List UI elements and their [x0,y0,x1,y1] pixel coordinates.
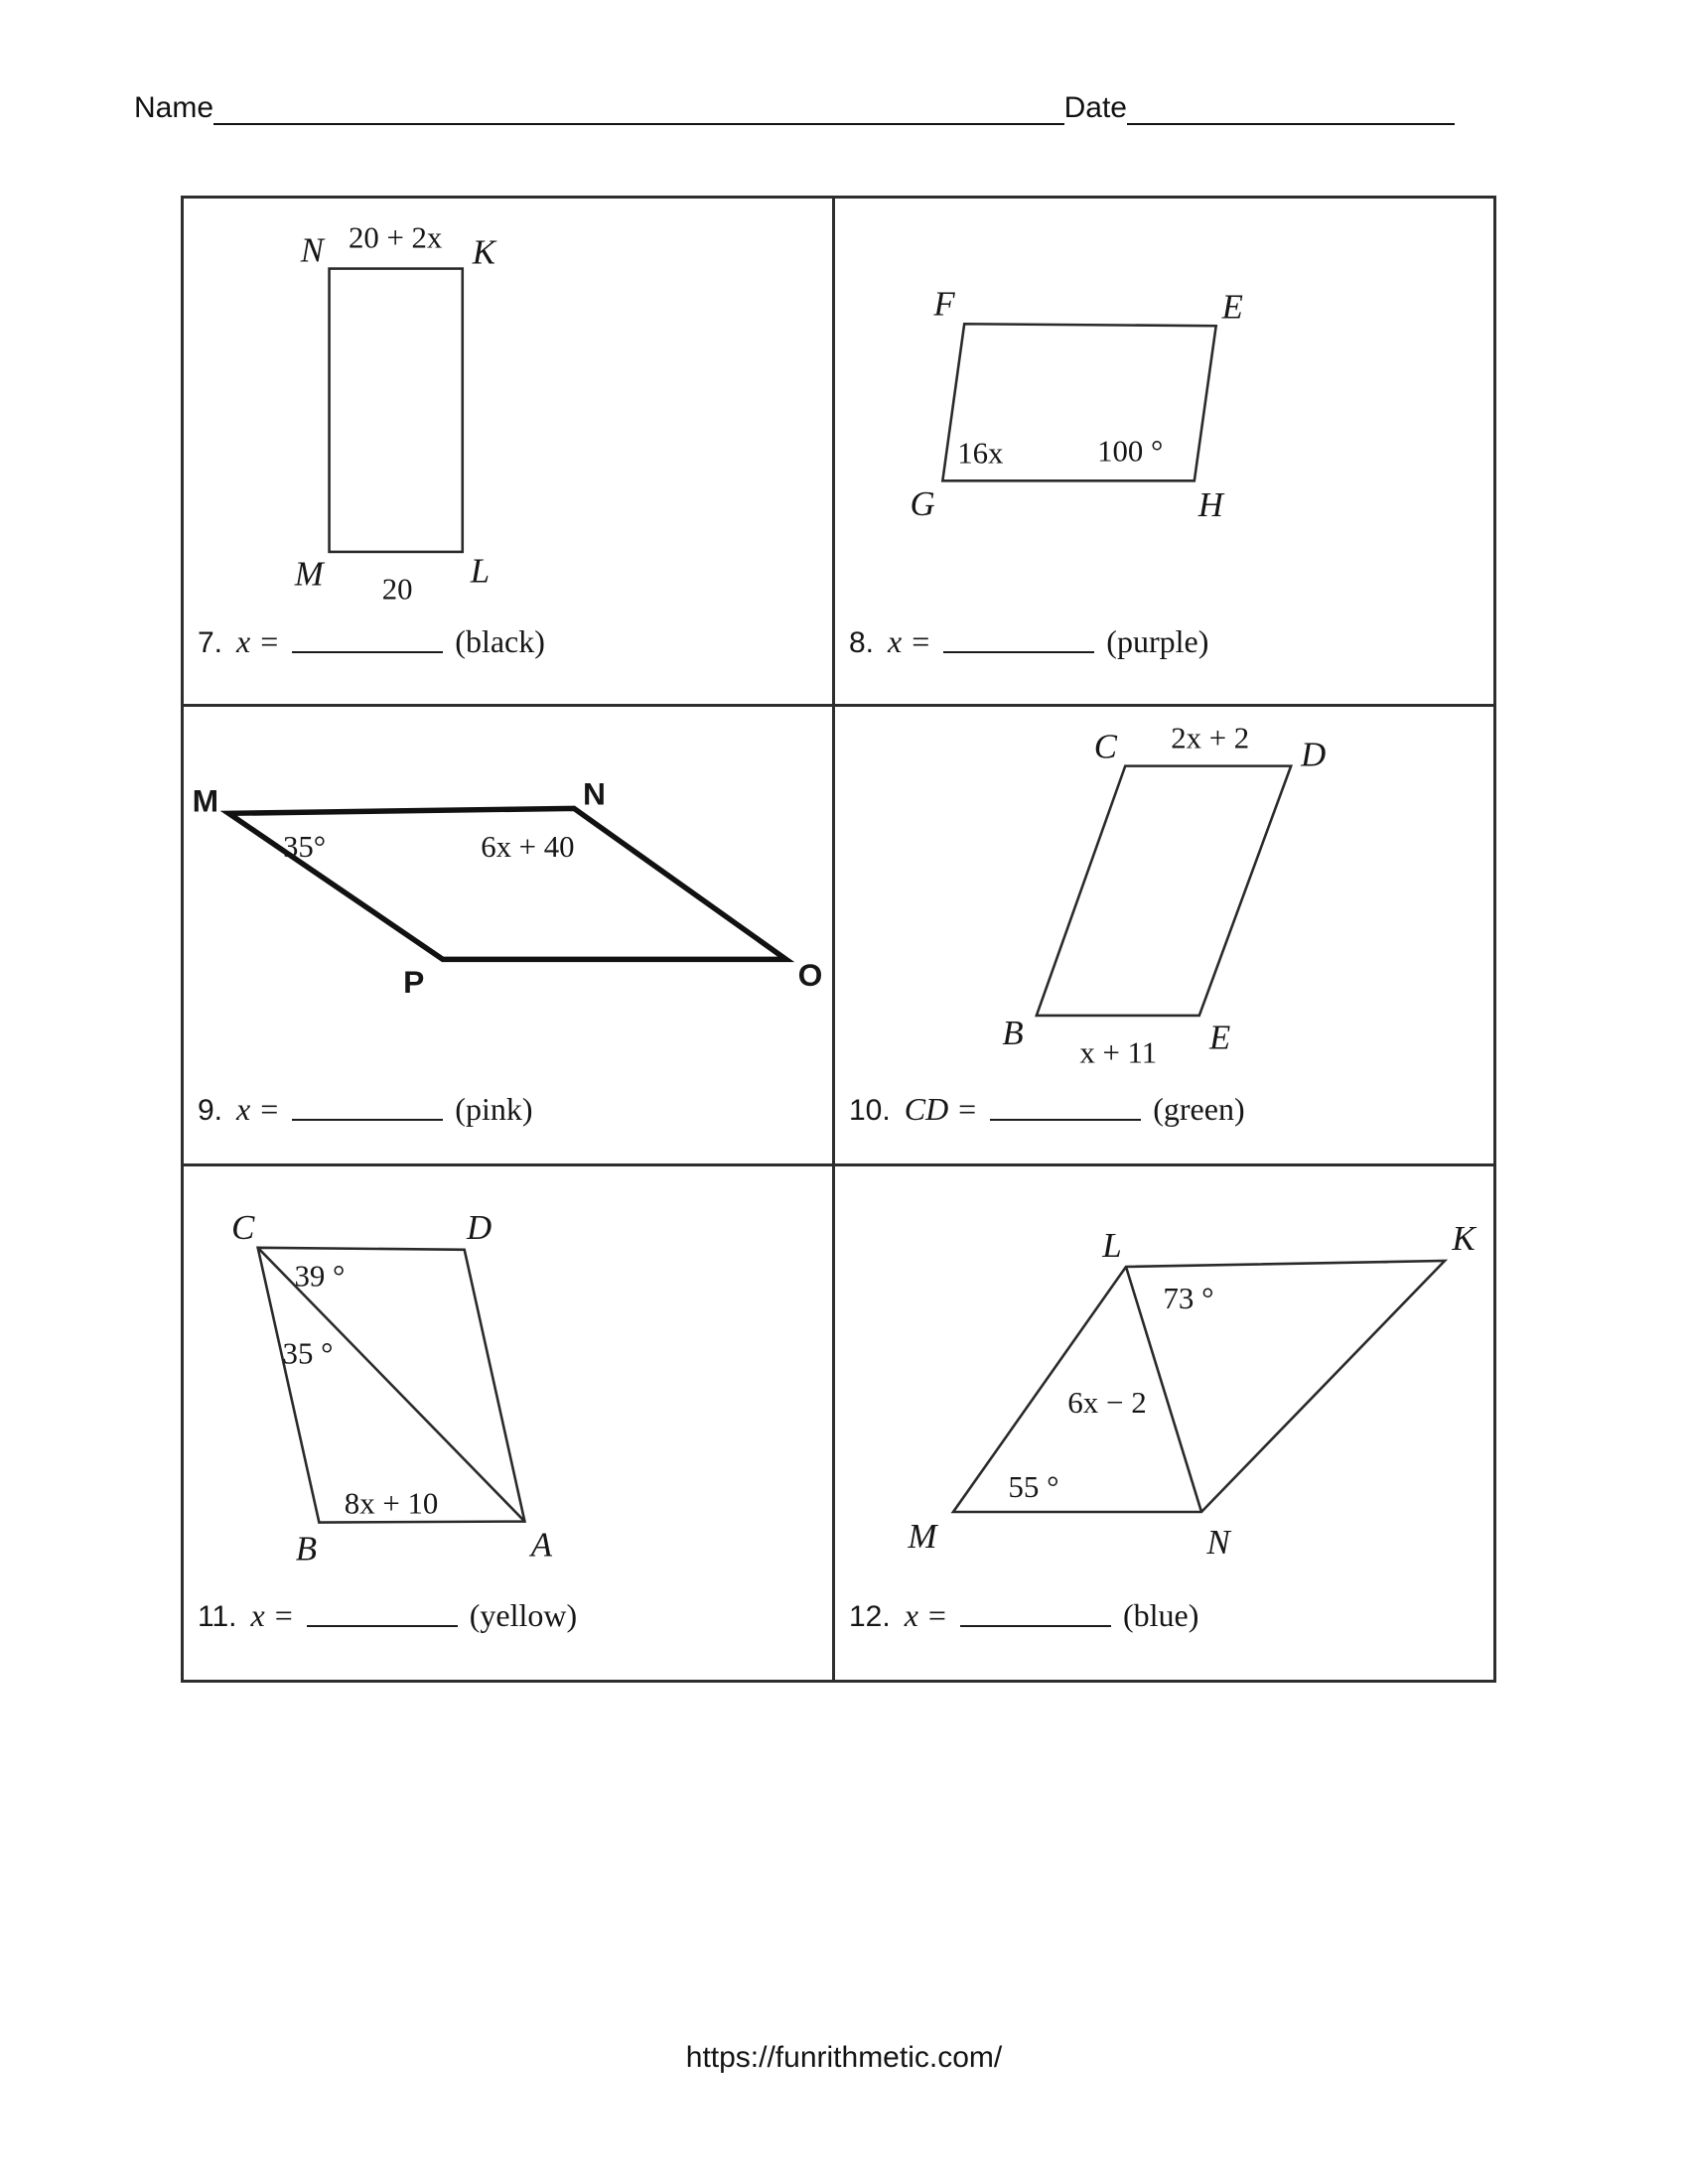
name-blank-line[interactable] [213,117,1064,125]
question-number: 11. [198,1600,237,1633]
angle-label-73: 73 ° [1163,1281,1214,1315]
equals-sign: = [274,1597,293,1633]
equals-sign: = [260,1091,279,1127]
answer-blank-10[interactable] [990,1119,1141,1121]
angle-label-35: 35 ° [282,1336,334,1371]
angle-label-35: 35° [282,830,327,865]
angle-label-16x: 16x [957,436,1004,471]
vertex-label-K: K [472,232,495,272]
equals-sign: = [927,1597,946,1633]
equals-sign: = [958,1091,977,1127]
question-12 [849,1597,1198,1634]
angle-label-55: 55 ° [1008,1469,1059,1504]
vertex-label-M: M [294,554,324,594]
vertex-label-F: F [933,284,955,324]
footer-url: https://funrithmetic.com/ [685,2041,1003,2074]
question-number: 10. [849,1094,891,1127]
worksheet-grid [181,196,1496,1683]
side-label-bottom: 20 [381,572,413,607]
answer-blank-7[interactable] [292,651,443,653]
vertex-label-G: G [910,484,935,524]
color-label: (black) [455,623,545,659]
vertex-label-C: C [231,1207,255,1247]
header [134,91,1455,125]
vertex-label-N: N [300,230,324,270]
vertex-label-L: L [470,551,491,591]
question-10 [849,1091,1245,1128]
vertex-label-N: N [583,775,606,812]
color-label: (yellow) [469,1597,578,1633]
question-11 [198,1597,577,1634]
answer-blank-8[interactable] [943,651,1094,653]
color-label: (purple) [1106,623,1209,659]
vertex-label-C: C [1093,727,1117,766]
question-8 [849,623,1208,660]
question-variable: x [888,623,903,659]
name-label: Name [134,91,214,124]
date-label: Date [1063,91,1127,124]
vertex-label-A: A [530,1525,552,1565]
vertex-label-D: D [1301,735,1327,774]
problem-cell-10 [835,707,1493,1166]
angle-label-6x40: 6x + 40 [481,830,575,865]
problem-cell-9 [184,707,835,1166]
angle-label-8x10: 8x + 10 [344,1486,439,1521]
angle-label-100: 100 ° [1097,434,1164,469]
question-number: 12. [849,1600,891,1633]
vertex-label-H: H [1197,485,1223,525]
problem-cell-8 [835,199,1493,707]
color-label: (blue) [1122,1597,1199,1633]
question-variable: x [236,623,251,659]
vertex-label-B: B [1002,1013,1024,1052]
answer-blank-11[interactable] [307,1625,458,1627]
vertex-label-D: D [467,1207,492,1247]
vertex-label-M: M [908,1517,937,1556]
question-number: 8. [849,626,875,659]
problem-cell-11 [184,1166,835,1680]
color-label: (green) [1153,1091,1245,1127]
vertex-label-M: M [192,782,219,819]
problem-cell-7 [184,199,835,707]
vertex-label-O: O [797,957,823,994]
date-blank-line[interactable] [1127,117,1455,125]
angle-label-39: 39 ° [294,1259,346,1294]
angle-label-6x2: 6x − 2 [1067,1385,1147,1420]
question-number: 7. [198,626,223,659]
question-variable: x [236,1091,251,1127]
color-label: (pink) [455,1091,533,1127]
question-7 [198,623,545,660]
question-variable: CD [904,1091,949,1127]
vertex-label-L: L [1102,1226,1122,1265]
vertex-label-P: P [403,964,425,1001]
question-number: 9. [198,1094,223,1127]
side-label-top: 2x + 2 [1171,721,1250,755]
question-variable: x [250,1597,265,1633]
question-9 [198,1091,532,1128]
answer-blank-12[interactable] [960,1625,1111,1627]
side-label-top: 20 + 2x [348,220,443,255]
question-variable: x [904,1597,918,1633]
parallelogram-CDEB [1037,766,1291,1016]
equals-sign: = [260,623,279,659]
problem-cell-12 [835,1166,1493,1680]
vertex-label-K: K [1452,1219,1476,1258]
answer-blank-9[interactable] [292,1119,443,1121]
vertex-label-E: E [1221,287,1243,327]
vertex-label-E: E [1209,1018,1231,1057]
rectangle-NKLM [330,269,463,552]
vertex-label-N: N [1206,1523,1230,1562]
vertex-label-B: B [295,1529,318,1569]
side-label-bottom: x + 11 [1079,1035,1158,1070]
equals-sign: = [912,623,930,659]
